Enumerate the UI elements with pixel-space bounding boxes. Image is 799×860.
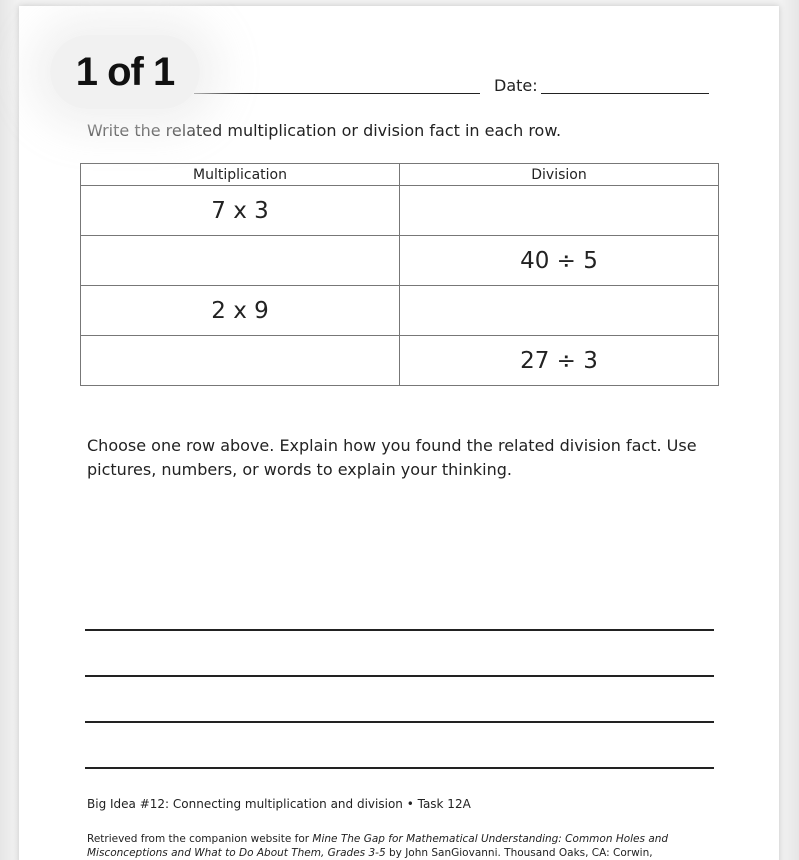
column-header-division: Division [400,164,719,186]
fact-table [80,163,719,386]
multiplication-cell [81,186,400,236]
instructions-text: Write the related multiplication or division fact in each row. [87,121,562,140]
table-row [81,336,719,386]
answer-line [85,675,714,677]
table-row [81,286,719,336]
cell-value: 2 x 9 [211,297,269,324]
multiplication-cell [81,236,400,286]
cell-value: 7 x 3 [211,197,269,224]
footer-source-citation [87,832,727,860]
source-title: Mine The Gap for Mathematical Understanding: Common Holes and Misconceptions and What to Do About Them, Grades 3-5 [87,833,669,859]
answer-line [85,721,714,723]
name-blank-line [194,93,480,94]
division-cell [400,286,719,336]
division-cell [400,236,719,286]
division-cell [400,186,719,236]
multiplication-cell [81,336,400,386]
division-cell [400,336,719,386]
date-blank-line [541,93,709,94]
cell-value: 27 ÷ 3 [520,347,598,374]
cell-value: 40 ÷ 5 [520,247,598,274]
answer-line [85,767,714,769]
answer-line [85,629,714,631]
multiplication-cell [81,286,400,336]
date-label: Date: [494,76,538,95]
column-header-multiplication: Multiplication [81,164,400,186]
source-prefix: Retrieved from the companion website for [87,833,313,845]
page-counter-badge: 1 of 1 [50,35,200,109]
footer-task-label: Big Idea #12: Connecting multiplication and division • Task 12A [87,797,471,811]
table-row [81,236,719,286]
explain-prompt: Choose one row above. Explain how you found the related division fact. Use pictures, numbers, or words to explain your thinking. [87,436,697,479]
source-suffix: by John SanGiovanni. Thousand Oaks, CA: Corwin, [385,847,653,859]
table-row [81,186,719,236]
table-header-row [81,164,719,186]
